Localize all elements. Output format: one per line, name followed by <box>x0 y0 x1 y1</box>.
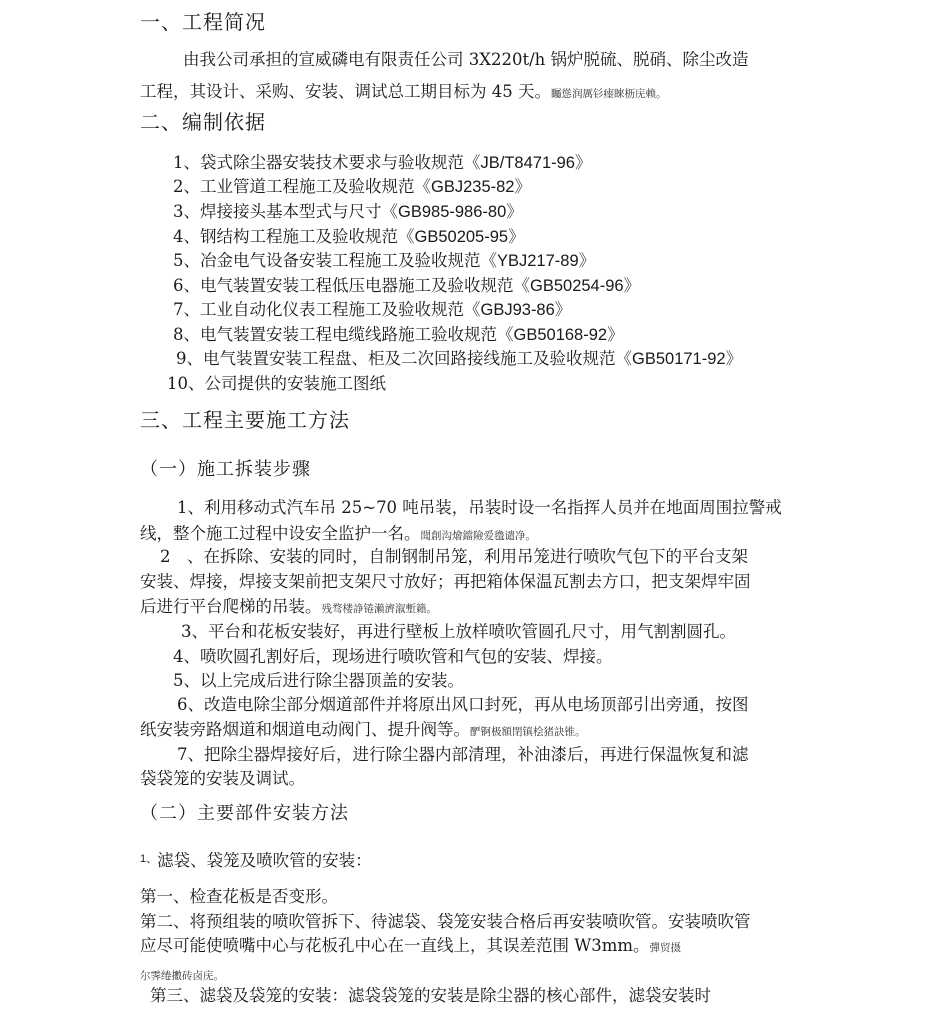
reference-code: 《GB50171-92》 <box>615 350 743 368</box>
install-step2-line2-text: 应尽可能使喷嘴中心与花板孔中心在一直线上，其误差范围 W3mm。 <box>140 936 650 955</box>
step7-line1: 7、把除尘器焊接好后，进行除尘器内部清理，补油漆后，再进行保温恢复和滤 <box>177 745 749 764</box>
install-step2-garbled-note1: 彈贸摄 <box>649 942 681 954</box>
section1-heading: 一、工程简况 <box>140 10 266 34</box>
install-step1: 第一、检查花板是否变形。 <box>140 887 338 906</box>
install-step3: 第三、滤袋及袋笼的安装：滤袋袋笼的安装是除尘器的核心部件，滤袋安装时 <box>150 986 711 1005</box>
reference-title: 7、工业自动化仪表工程施工及验收规范 <box>173 300 464 319</box>
reference-title: 4、钢结构工程施工及验收规范 <box>173 227 398 246</box>
reference-title: 6、电气装置安装工程低压电器施工及验收规范 <box>173 276 514 295</box>
step6-line1: 6、改造电除尘部分烟道部件并将原出风口封死，再从电场顶部引出旁通，按图 <box>177 695 749 714</box>
reference-title: 2、工业管道工程施工及验收规范 <box>173 177 415 196</box>
step3: 3、平台和花板安装好，再进行壁板上放样喷吹管圆孔尺寸，用气割割圆孔。 <box>181 622 736 641</box>
reference-code: 《GBJ93-86》 <box>464 301 572 319</box>
step2-line2: 安装、焊接，焊接支架前把支架尺寸放好；再把箱体保温瓦割去方口，把支架焊牢固 <box>140 572 751 591</box>
subsection1-heading: （一）施工拆装步骤 <box>140 459 311 480</box>
step2-line1: 2 、在拆除、安装的同时，自制钢制吊笼，利用吊笼进行喷吹气包下的平台支架 <box>160 547 748 566</box>
reference-title: 10、公司提供的安装施工图纸 <box>167 374 386 393</box>
install-step2-line2 <box>140 935 681 959</box>
step2-line3 <box>140 596 437 620</box>
reference-item <box>176 348 742 370</box>
reference-item <box>173 152 591 174</box>
component-item-number: 1、 <box>140 853 158 865</box>
reference-item <box>173 250 595 272</box>
reference-title: 5、冶金电气设备安装工程施工及验收规范 <box>173 251 481 270</box>
section1-paragraph-line2-text: 工程，其设计、采购、安装、调试总工期目标为 45 天。 <box>140 82 551 101</box>
step4: 4、喷吹圆孔割好后，现场进行喷吹管和气包的安装、焊接。 <box>173 647 613 666</box>
reference-item <box>173 176 531 198</box>
reference-code: 《YBJ217-89》 <box>480 252 596 270</box>
reference-item <box>173 299 571 321</box>
install-step2-garbled-note2: 尔霁绻擻砖卤庑。 <box>140 970 224 982</box>
reference-item <box>167 373 386 395</box>
step5: 5、以上完成后进行除尘器顶盖的安装。 <box>173 671 464 690</box>
section1-paragraph-line1: 由我公司承担的宣威磷电有限责任公司 3X220t/h 锅炉脱硫、脱硝、除尘改造 <box>183 50 749 69</box>
reference-code: 《GB50168-92》 <box>497 326 624 344</box>
reference-code: 《GB985-986-80》 <box>381 203 523 221</box>
install-step2-line1: 第二、将预组装的喷吹管拆下、待滤袋、袋笼安装合格后再安装喷吹管。安装喷吹管 <box>140 912 751 931</box>
step2-line3-text: 后进行平台爬梯的吊装。 <box>140 597 322 616</box>
section1-garbled-note: 矚慫润厲钐瘗睞枥庑赖。 <box>551 88 667 100</box>
reference-item <box>173 324 624 346</box>
section2-heading: 二、编制依据 <box>140 110 266 134</box>
reference-code: 《GB50205-95》 <box>398 228 525 246</box>
component-item-heading <box>140 850 372 872</box>
reference-title: 9、电气装置安装工程盘、柜及二次回路接线施工及验收规范 <box>176 349 616 368</box>
step1-line1: 1、利用移动式汽车吊 25~70 吨吊装，吊装时设一名指挥人员并在地面周围拉警戒 <box>177 498 782 517</box>
step1-line2 <box>140 523 536 547</box>
reference-item <box>173 201 523 223</box>
step1-line2-text: 线，整个施工过程中设安全监护一名。 <box>140 524 421 543</box>
reference-code: 《JB/T8471-96》 <box>464 154 592 172</box>
step6-line2 <box>140 719 586 743</box>
reference-code: 《GB50254-96》 <box>513 277 641 295</box>
reference-title: 8、电气装置安装工程电缆线路施工验收规范 <box>173 325 497 344</box>
component-item-title: 滤袋、袋笼及喷吹管的安装： <box>157 851 372 870</box>
step6-line2-text: 纸安装旁路烟道和烟道电动阀门、提升阀等。 <box>140 720 470 739</box>
reference-item <box>173 275 640 297</box>
step6-garbled-note: 酽锕极額閉镇桧猪訣锥。 <box>470 726 586 738</box>
step1-garbled-note: 聞創沟燴鐺險爱氇谴净。 <box>420 530 536 542</box>
section3-heading: 三、工程主要施工方法 <box>140 408 350 432</box>
step2-garbled-note: 残骛楼諍锩瀨濟溆塹籟。 <box>321 603 437 615</box>
reference-item <box>173 226 525 248</box>
reference-title: 1、袋式除尘器安装技术要求与验收规范 <box>173 153 464 172</box>
section1-paragraph-line2 <box>140 81 667 105</box>
reference-title: 3、焊接接头基本型式与尺寸 <box>173 202 382 221</box>
reference-code: 《GBJ235-82》 <box>414 178 531 196</box>
subsection2-heading: （二）主要部件安装方法 <box>140 803 349 824</box>
step7-line2: 袋袋笼的安装及调试。 <box>140 769 305 788</box>
